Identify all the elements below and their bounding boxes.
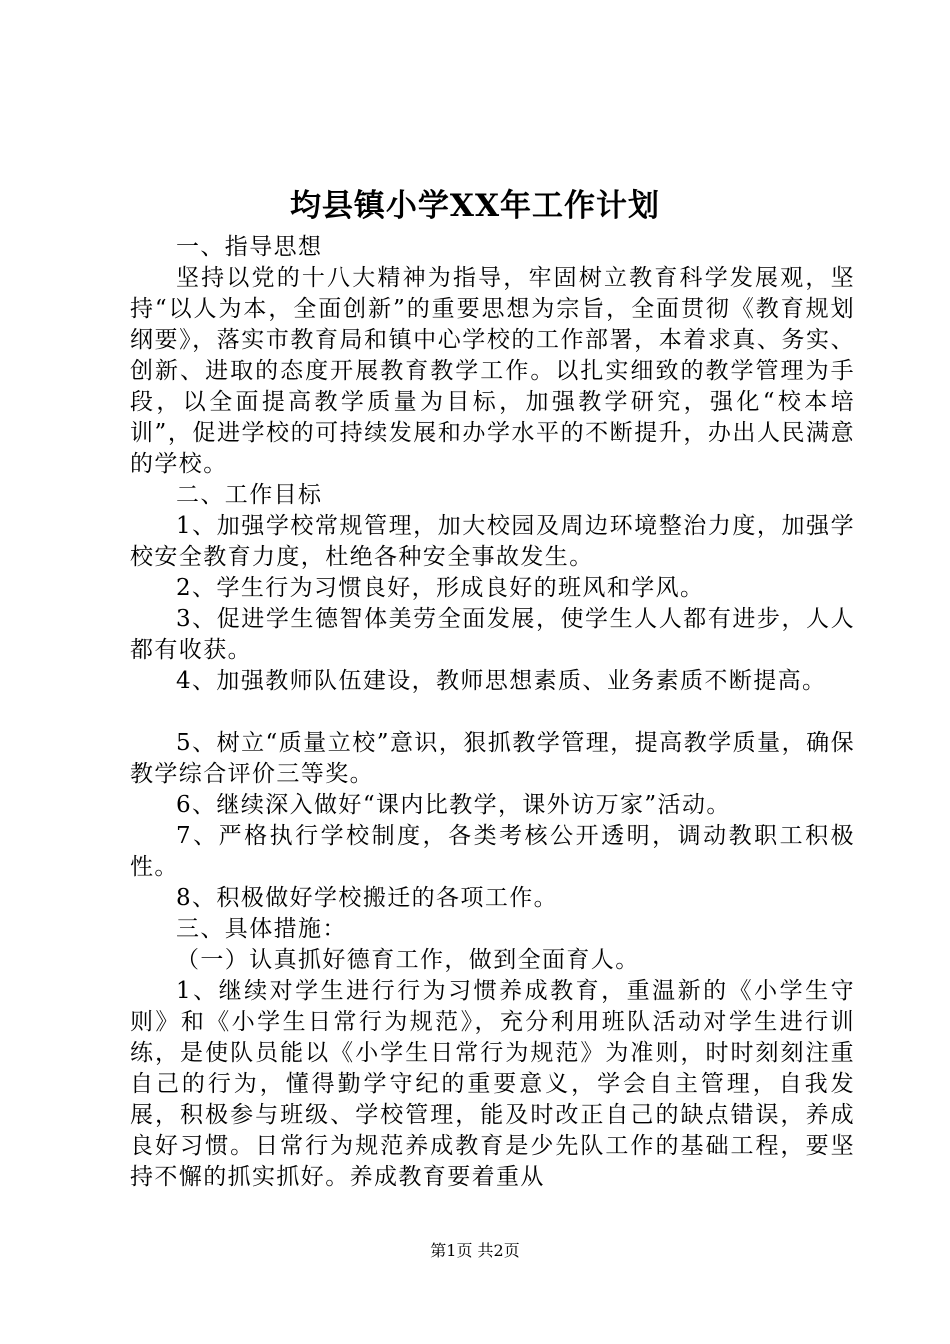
document-body bbox=[130, 232, 855, 1193]
paragraph-guiding-thought: 坚持以党的十八大精神为指导，牢固树立教育科学发展观，坚持“以人为本，全面创新”的重要思想为宗旨，全面贯彻《教育规划纲要》，落实市教育局和镇中心学校的工作部署，本着求真、务实、创新、进取的态度开展教育教学工作。以扎实细致的教学管理为手段，以全面提高教学质量为目标，加强教学研究，强化“校本培训”，促进学校的可持续发展和办学水平的不断提升，办出人民满意的学校。 bbox=[130, 265, 855, 477]
goal-item-1: 1、加强学校常规管理，加大校园及周边环境整治力度，加强学校安全教育力度，杜绝各种安全事故发生。 bbox=[130, 513, 855, 570]
goal-item-3: 3、促进学生德智体美劳全面发展，使学生人人都有进步，人人都有收获。 bbox=[130, 606, 855, 663]
goal-item-8: 8、积极做好学校搬迁的各项工作。 bbox=[176, 885, 559, 911]
goal-item-6: 6、继续深入做好“课内比教学，课外访万家”活动。 bbox=[176, 792, 731, 818]
document-title: 均县镇小学XX年工作计划 bbox=[289, 188, 661, 224]
section-heading-guiding-thought: 一、指导思想 bbox=[176, 234, 323, 260]
goal-item-4: 4、加强教师队伍建设，教师思想素质、业务素质不断提高。 bbox=[176, 668, 827, 694]
measure-item-1: 1、继续对学生进行行为习惯养成教育，重温新的《小学生守则》和《小学生日常行为规范》，充分利用班队活动对学生进行训练，是使队员能以《小学生日常行为规范》为准则，时时刻刻注重自己的行为，懂得勤学守纪的重要意义，学会自主管理，自我发展，积极参与班级、学校管理，能及时改正自己的缺点错误，养成良好习惯。日常行为规范养成教育是少先队工作的基础工程，要坚持不懈的抓实抓好。养成教育要着重从 bbox=[130, 978, 855, 1190]
page-footer: 第1页 共2页 bbox=[430, 1241, 520, 1260]
section-heading-measures: 三、具体措施： bbox=[176, 916, 347, 942]
section-heading-work-goals: 二、工作目标 bbox=[176, 482, 323, 508]
goal-item-2: 2、学生行为习惯良好，形成良好的班风和学风。 bbox=[176, 575, 705, 601]
goal-item-5: 5、树立“质量立校”意识，狠抓教学管理，提高教学质量，确保教学综合评价三等奖。 bbox=[130, 730, 855, 787]
goal-item-7: 7、严格执行学校制度，各类考核公开透明，调动教职工积极性。 bbox=[130, 823, 855, 880]
subsection-heading-moral-education: （一）认真抓好德育工作，做到全面育人。 bbox=[176, 947, 640, 973]
